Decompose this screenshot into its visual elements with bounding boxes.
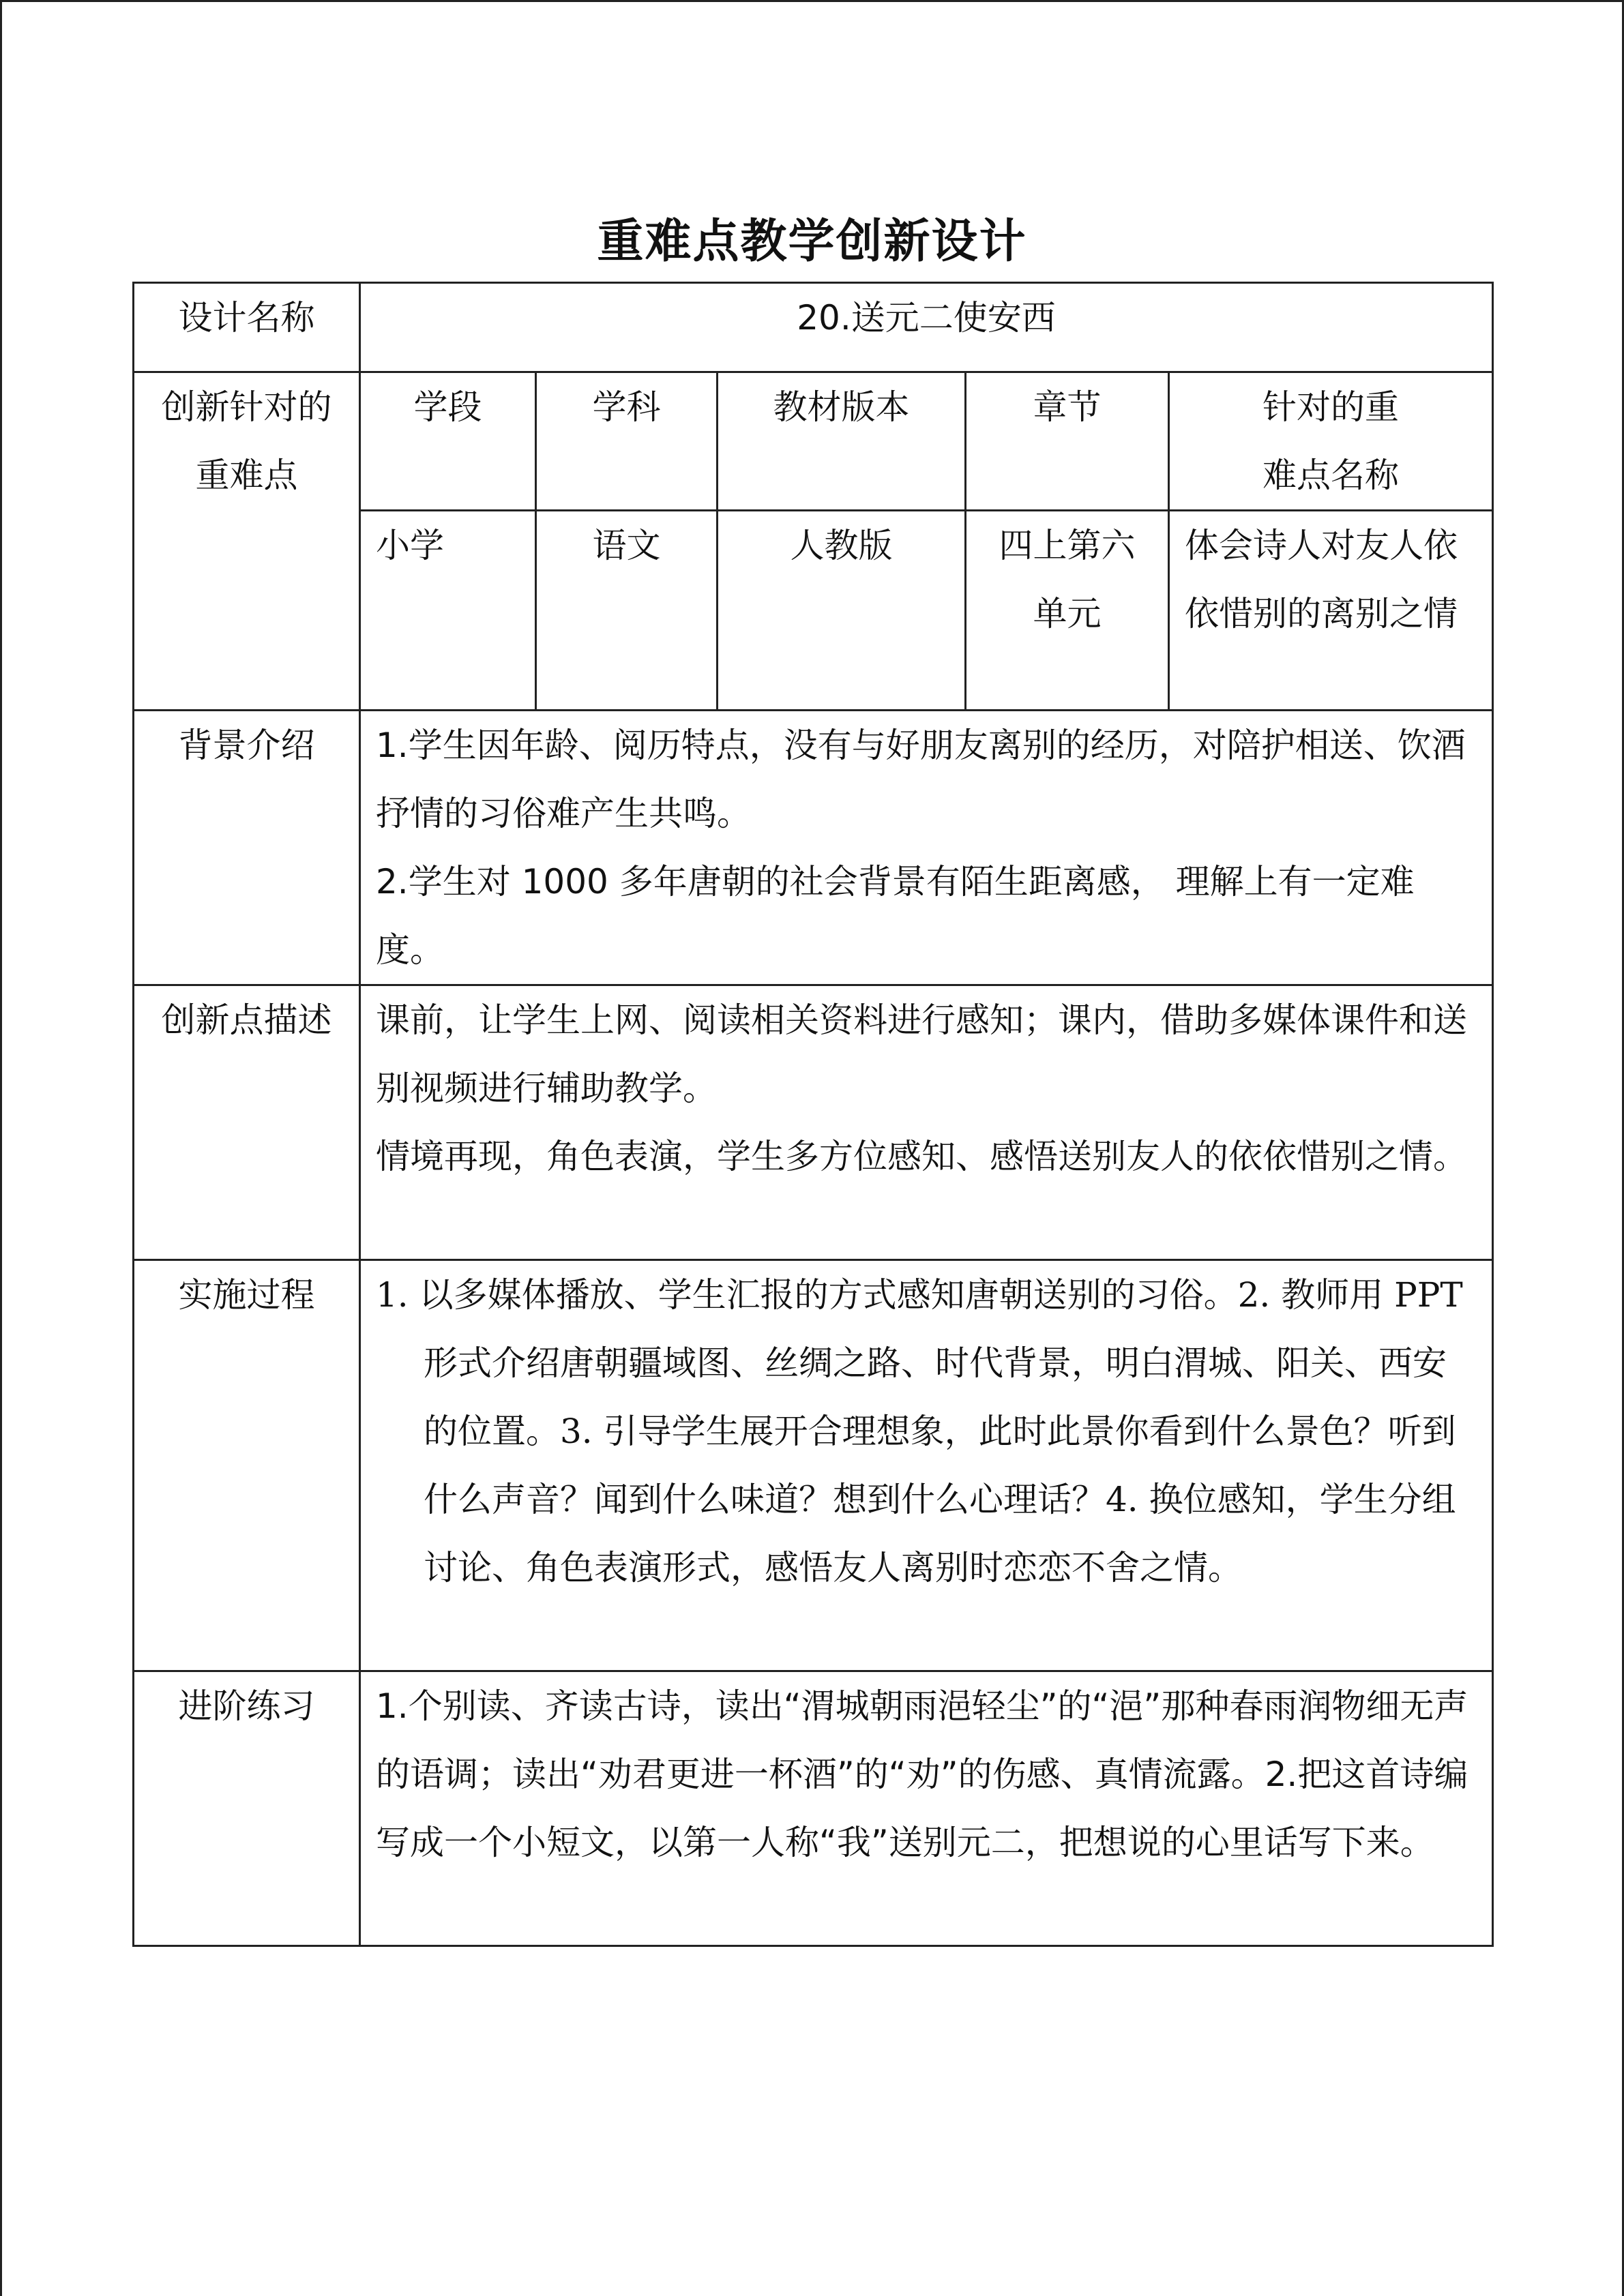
page-border-left bbox=[0, 0, 2, 2296]
process-content bbox=[360, 1260, 1493, 1671]
target-label: 创新针对的重难点 bbox=[134, 372, 360, 711]
innovation-paragraph-1: 课前，让学生上网、阅读相关资料进行感知；课内，借助多媒体课件和送别视频进行辅助教学。 bbox=[376, 1000, 1467, 1108]
header-subject: 学科 bbox=[536, 372, 718, 511]
design-name-label: 设计名称 bbox=[134, 283, 360, 372]
practice-label: 进阶练习 bbox=[134, 1671, 360, 1946]
design-name-row bbox=[134, 283, 1493, 372]
design-table bbox=[132, 282, 1494, 1947]
header-stage: 学段 bbox=[360, 372, 536, 511]
value-subject: 语文 bbox=[536, 511, 718, 711]
process-label: 实施过程 bbox=[134, 1260, 360, 1671]
practice-row bbox=[134, 1671, 1493, 1946]
background-row bbox=[134, 711, 1493, 985]
innovation-label: 创新点描述 bbox=[134, 985, 360, 1260]
background-paragraph-2: 2.学生对 1000 多年唐朝的社会背景有陌生距离感， 理解上有一定难度。 bbox=[376, 862, 1415, 970]
header-difficulty: 针对的重难点名称 bbox=[1169, 372, 1493, 511]
practice-content: 1.个别读、齐读古诗，读出“渭城朝雨浥轻尘”的“浥”那种春雨润物细无声的语调；读出“劝君更进一杯酒”的“劝”的伤感、真情流露。2.把这首诗编写成一个小短文，以第一人称“我”送别元二，把想说的心里话写下来。 bbox=[360, 1671, 1493, 1946]
value-stage: 小学 bbox=[360, 511, 536, 711]
design-name-value: 20.送元二使安西 bbox=[360, 283, 1493, 372]
page-title: 重难点教学创新设计 bbox=[597, 215, 1027, 269]
header-chapter: 章节 bbox=[966, 372, 1169, 511]
page-border-top bbox=[0, 0, 1624, 2]
process-row bbox=[134, 1260, 1493, 1671]
innovation-paragraph-2: 情境再现，角色表演，学生多方位感知、感悟送别友人的依依惜别之情。 bbox=[376, 1137, 1467, 1176]
background-content bbox=[360, 711, 1493, 985]
innovation-content bbox=[360, 985, 1493, 1260]
process-text: 1. 以多媒体播放、学生汇报的方式感知唐朝送别的习俗。2. 教师用 PPT 形式介绍唐朝疆域图、丝绸之路、时代背景，明白渭城、阳关、西安的位置。3. 引导学生展开合理想象，此时此景你看到什么景色？听到什么声音？闻到什么味道？想到什么心理话？4. 换位感知，学生分组讨论、角色表演形式，感悟友人离别时恋恋不舍之情。 bbox=[376, 1275, 1463, 1587]
value-difficulty: 体会诗人对友人依依惜别的离别之情 bbox=[1169, 511, 1493, 711]
header-edition: 教材版本 bbox=[718, 372, 966, 511]
value-chapter: 四上第六单元 bbox=[966, 511, 1169, 711]
background-label: 背景介绍 bbox=[134, 711, 360, 985]
background-paragraph-1: 1.学生因年龄、阅历特点，没有与好朋友离别的经历，对陪护相送、饮酒抒情的习俗难产生共鸣。 bbox=[376, 726, 1466, 833]
target-header-row bbox=[134, 372, 1493, 511]
innovation-row bbox=[134, 985, 1493, 1260]
value-edition: 人教版 bbox=[718, 511, 966, 711]
